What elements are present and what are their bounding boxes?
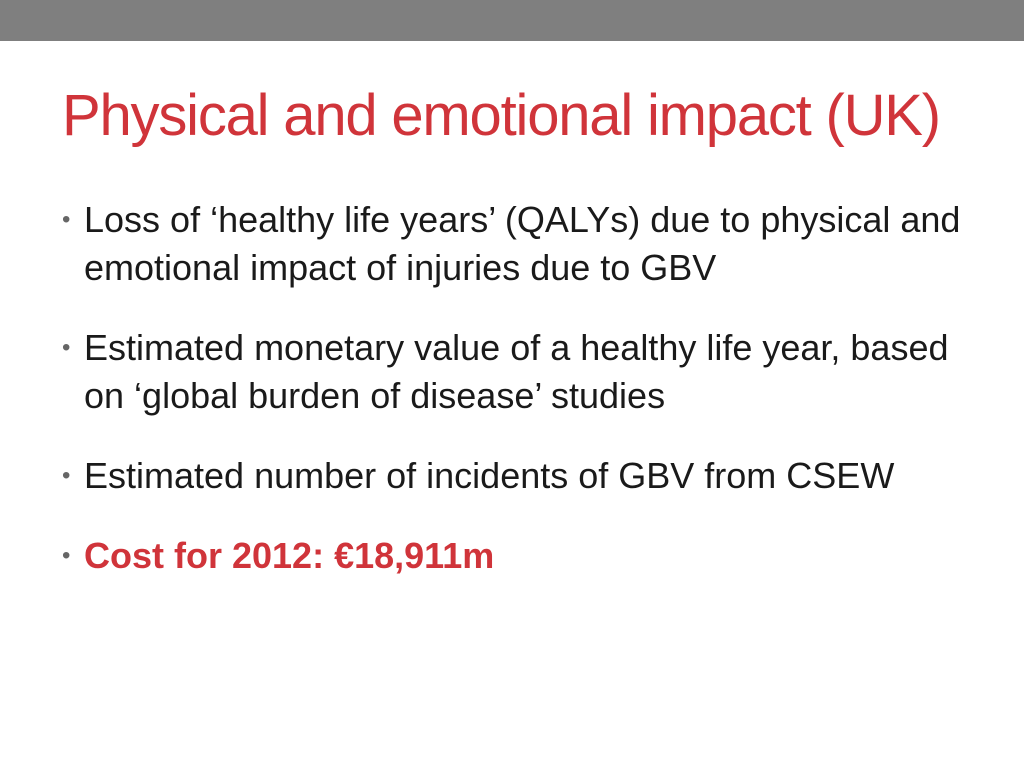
bullet-text: Estimated number of incidents of GBV from CSEW	[84, 455, 895, 496]
bullet-dot-icon: •	[62, 462, 71, 489]
bullet-item	[62, 452, 962, 500]
bullet-dot-icon: •	[62, 206, 71, 233]
bullet-item-cost-highlight	[62, 532, 962, 580]
bullet-dot-icon: •	[62, 542, 71, 569]
bullet-dot-icon: •	[62, 334, 71, 361]
slide-title: Physical and emotional impact (UK)	[62, 83, 940, 148]
bullet-list	[62, 196, 962, 612]
bullet-text: Estimated monetary value of a healthy life year, based on ‘global burden of disease’ studies	[84, 327, 949, 416]
bullet-text: Loss of ‘healthy life years’ (QALYs) due to physical and emotional impact of injuries due to GBV	[84, 199, 961, 288]
top-bar	[0, 0, 1024, 41]
bullet-text-cost: Cost for 2012: €18,911m	[84, 535, 495, 576]
bullet-item	[62, 196, 962, 292]
bullet-item	[62, 324, 962, 420]
